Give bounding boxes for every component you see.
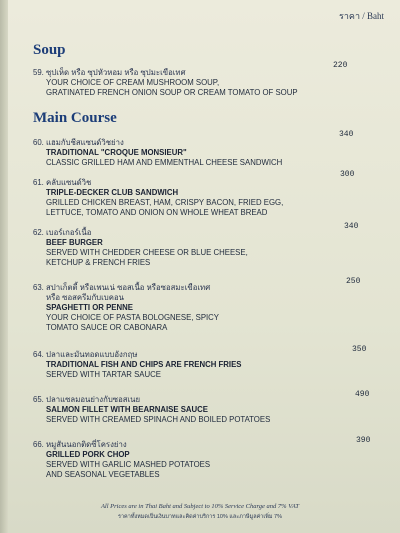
item-description: LETTUCE, TOMATO AND ONION ON WHOLE WHEAT BREAD [46, 208, 268, 217]
menu-item-59 [33, 68, 388, 98]
footer-note-en: All Prices are in Thai Baht and Subject to 10% Service Charge and 7% VAT [100, 503, 300, 510]
menu-item-63 [33, 283, 388, 333]
section-title-main-course: Main Course [33, 110, 117, 126]
item-price: 340 [339, 130, 354, 139]
item-thai-name: คลับแซนด์วิช [46, 178, 92, 187]
item-title: SALMON FILLET WITH BEARNAISE SAUCE [46, 405, 208, 414]
item-price: 220 [333, 61, 348, 70]
item-thai-name: แฮมกับชีสแซนด์วิชย่าง [46, 138, 124, 147]
item-number: 66. [33, 440, 44, 449]
menu-item-66 [33, 440, 388, 480]
item-price: 250 [346, 277, 361, 286]
menu-item-61 [33, 178, 388, 218]
item-title: TRADITIONAL "CROQUE MONSIEUR" [46, 148, 187, 157]
item-description: KETCHUP & FRENCH FRIES [46, 258, 151, 267]
menu-item-65 [33, 395, 388, 425]
item-number: 61. [33, 178, 44, 187]
item-description: TOMATO SAUCE OR CABONARA [46, 323, 168, 332]
item-thai-name: ซุปเห็ด หรือ ซุปหัวหอม หรือ ซุปมะเขือเทศ [46, 68, 186, 77]
item-thai-name: สปาเก็ตตี้ หรือเพนเน่ ซอสเนื้อ หรือซอสมะเขือเทศ [46, 283, 211, 292]
item-description: AND SEASONAL VEGETABLES [46, 470, 160, 479]
item-description: SERVED WITH CREAMED SPINACH AND BOILED POTATOES [46, 415, 271, 424]
section-title-soup: Soup [33, 42, 66, 58]
item-number: 63. [33, 283, 44, 292]
item-price: 490 [355, 390, 370, 399]
menu-item-64 [33, 350, 388, 380]
item-thai-name: ปลาและมันทอดแบบอังกฤษ [46, 350, 138, 359]
item-title: SPAGHETTI OR PENNE [46, 303, 133, 312]
item-description: YOUR CHOICE OF CREAM MUSHROOM SOUP, [46, 78, 220, 87]
item-thai-name: หมูสันนอกติดซี่โครงย่าง [46, 440, 127, 449]
item-number: 60. [33, 138, 44, 147]
footer-note-th: ราคาทั้งหมดเป็นเงินบาทและคิดค่าบริการ 10% และภาษีมูลค่าเพิ่ม 7% [118, 514, 282, 520]
item-description: SERVED WITH GARLIC MASHED POTATOES [46, 460, 211, 469]
item-description: GRATINATED FRENCH ONION SOUP OR CREAM TOMATO OF SOUP [46, 88, 298, 97]
item-number: 59. [33, 68, 44, 77]
menu-item-60 [33, 138, 388, 168]
item-price: 350 [352, 345, 367, 354]
item-title: BEEF BURGER [46, 238, 103, 247]
item-description: SERVED WITH CHEDDER CHEESE OR BLUE CHEESE, [46, 248, 248, 257]
item-description: SERVED WITH TARTAR SAUCE [46, 370, 161, 379]
item-description: YOUR CHOICE OF PASTA BOLOGNESE, SPICY [46, 313, 220, 322]
menu-item-62 [33, 228, 388, 268]
item-title: TRADITIONAL FISH AND CHIPS ARE FRENCH FRIES [46, 360, 242, 369]
item-description: CLASSIC GRILLED HAM AND EMMENTHAL CHEESE SANDWICH [46, 158, 283, 167]
item-price: 390 [356, 436, 371, 445]
item-description: GRILLED CHICKEN BREAST, HAM, CRISPY BACON, FRIED EGG, [46, 198, 284, 207]
item-price: 300 [340, 170, 355, 179]
price-column-header: ราคา / Baht [339, 11, 384, 21]
item-title: TRIPLE-DECKER CLUB SANDWICH [46, 188, 179, 197]
item-price: 340 [344, 222, 359, 231]
item-thai-name: ปลาแซลมอนย่างกับซอสเนย [46, 395, 141, 404]
item-thai-name-continued: หรือ ซอสครีมกับเบคอน [46, 293, 124, 302]
page-binding [0, 0, 8, 533]
item-thai-name: เบอร์เกอร์เนื้อ [46, 228, 92, 237]
item-title: GRILLED PORK CHOP [46, 450, 130, 459]
item-number: 62. [33, 228, 44, 237]
item-number: 65. [33, 395, 44, 404]
item-number: 64. [33, 350, 44, 359]
